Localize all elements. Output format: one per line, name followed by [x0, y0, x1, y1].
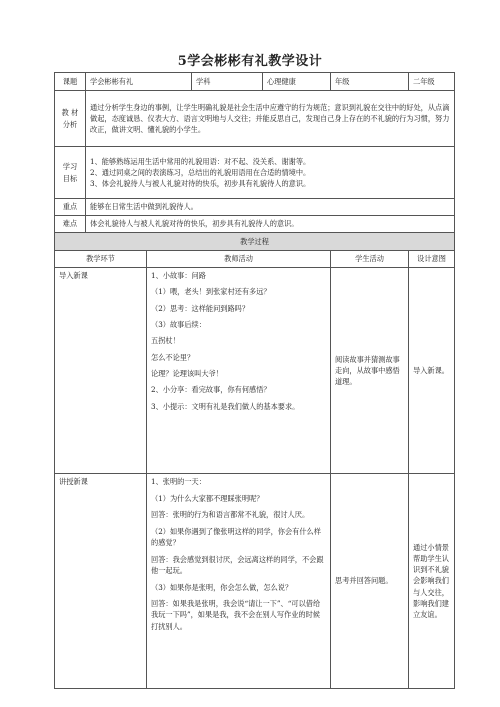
- teacher-line: 回答：我会感觉到很讨厌，会远离这样的同学，不会跟他一起玩。: [151, 554, 324, 575]
- analysis-text: 通过分析学生身边的事例，让学生明确礼貌是社会生活中应遵守的行为规范；意识到礼貌在交往中的好处，从点滴做起，态度诚恳、仪表大方、语言文明地与人交往；并能反思自己，发现自己身上存在的不礼貌的行为习惯，努力改正，做讲文明、懂礼貌的小学生。: [86, 91, 455, 147]
- teacher-line: （3）如果你是张明，你会怎么做，怎么说？: [151, 582, 293, 592]
- goals-list: [86, 147, 455, 199]
- teacher-line: 2、小分享：看完故事，你有何感悟？: [151, 385, 271, 395]
- design-intent-cell: 通过小情景帮助学生认识到不礼貌会影响我们与人交往，影响我们建立友谊。: [409, 474, 455, 689]
- stage-cell: 讲授新课: [55, 474, 147, 689]
- grade-label: 年级: [331, 73, 409, 91]
- teacher-line: 回答：张明的行为和语言都常不礼貌，很讨人厌。: [151, 510, 310, 520]
- student-activity-cell: 思考并回答问题。: [331, 474, 409, 689]
- key-point-text: 能够在日常生活中做到礼貌待人。: [86, 199, 455, 216]
- student-activity-cell: 阅读故事并猜测故事走向，从故事中感悟道理。: [331, 268, 409, 474]
- difficulty-label: 难点: [55, 216, 86, 233]
- teacher-activity-cell: [147, 268, 331, 474]
- teacher-line: 五拐杖！: [151, 336, 180, 346]
- difficulty-text: 体会礼貌待人与被人礼貌对待的快乐，初步具有礼貌待人的意识。: [86, 216, 455, 233]
- teacher-activity-cell: [147, 474, 331, 689]
- goal-item: 3、体会礼貌待人与被人礼貌对待的快乐，初步具有礼貌待人的意识。: [90, 179, 311, 189]
- process-header-row: [55, 251, 455, 268]
- teacher-line: 1、张明的一天：: [151, 477, 206, 486]
- header-student: 学生活动: [331, 251, 409, 268]
- goals-label: 学习 目标: [55, 147, 86, 199]
- process-band-row: [55, 233, 455, 251]
- analysis-label: 教 材 分析: [55, 91, 86, 147]
- process-row-intro: [55, 268, 455, 474]
- design-intent-cell: 导入新课。: [409, 268, 455, 474]
- teacher-line: 回答：如果我是张明，我会说“请让一下”、“可以借给我玩一下吗”，如果是我，我不会在别人写作业的时候打扰别人。: [151, 599, 321, 631]
- teacher-line: 怎么不论里？: [151, 352, 195, 362]
- teacher-line: （3）故事后续：: [151, 320, 206, 330]
- goal-item: 2、通过同桌之间的表演练习，总结出的礼貌用语用在合适的情境中。: [90, 167, 311, 177]
- lesson-plan-table: [54, 72, 455, 689]
- document-title: 5学会彬彬有礼教学设计: [177, 54, 323, 69]
- analysis-row: [55, 91, 455, 147]
- grade-value: 二年级: [409, 73, 455, 91]
- difficulty-row: [55, 216, 455, 233]
- process-band: 教学过程: [55, 233, 455, 251]
- key-point-row: [55, 199, 455, 216]
- goal-item: 1、能够熟练运用生活中常用的礼貌用语：对不起、没关系、谢谢等。: [90, 156, 311, 166]
- goals-row: [55, 147, 455, 199]
- teacher-line: 1、小故事：问路: [151, 271, 206, 280]
- teacher-line: 论理？论理该叫大爷！: [151, 369, 223, 379]
- header-intent: 设计意图: [409, 251, 455, 268]
- teacher-line: （2）如果你遇到了像张明这样的同学，你会有什么样的感觉？: [151, 526, 321, 548]
- header-stage: 教学环节: [55, 251, 147, 268]
- teacher-line: （1）为什么大家都不理睬张明呢？: [151, 493, 264, 503]
- teacher-line: 3、小提示：文明有礼是我们做人的基本要求。: [151, 401, 300, 411]
- stage-cell: 导入新课: [55, 268, 147, 474]
- topic-value: 学会彬彬有礼: [86, 73, 192, 91]
- subject-label: 学科: [192, 73, 263, 91]
- teacher-line: （1）喂，老头！到张家村还有多远？: [151, 287, 271, 297]
- topic-label: 课题: [55, 73, 86, 91]
- info-row: [55, 73, 455, 91]
- header-teacher: 教师活动: [147, 251, 331, 268]
- subject-value: 心理健康: [263, 73, 331, 91]
- key-point-label: 重点: [55, 199, 86, 216]
- teacher-line: （2）思考：这样能问到路吗？: [151, 303, 250, 313]
- process-row-new: [55, 474, 455, 689]
